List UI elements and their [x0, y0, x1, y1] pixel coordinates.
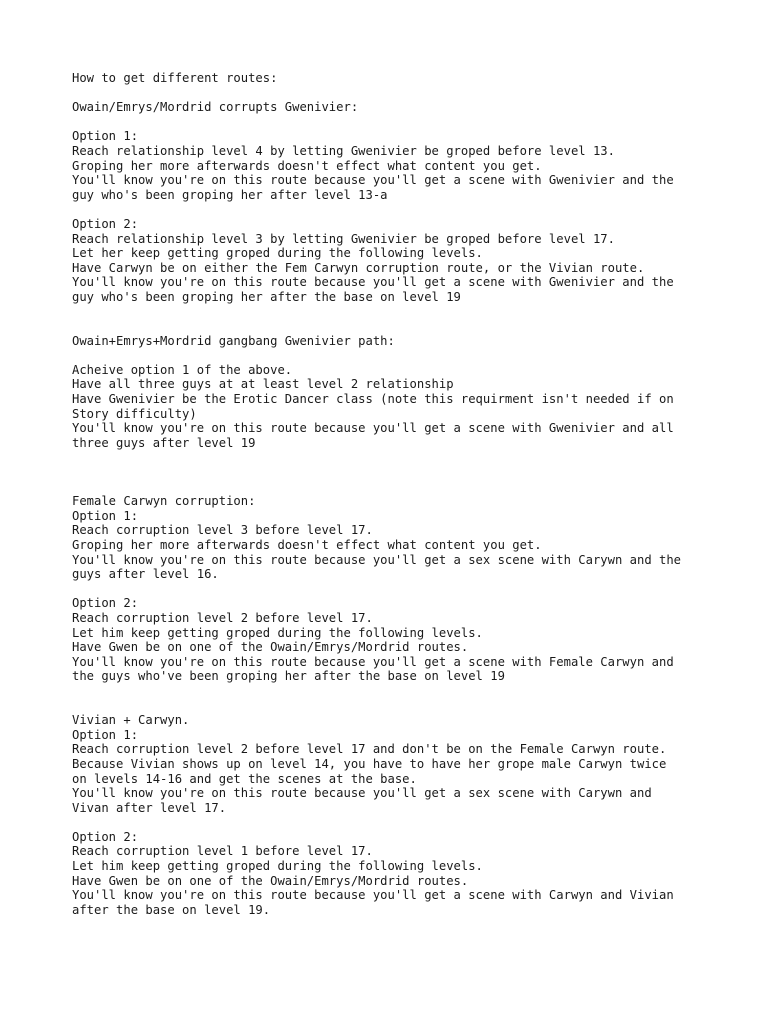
text-line: Let him keep getting groped during the following levels.	[72, 859, 483, 874]
text-line: You'll know you're on this route because you'll get a sex scene with Carywn and the	[72, 552, 682, 567]
text-line: Reach corruption level 2 before level 17 and don't be on the Female Carwyn route.	[72, 742, 667, 757]
text-line: Have Gwen be on one of the Owain/Emrys/Mordrid routes.	[72, 640, 469, 655]
text-line: Because Vivian shows up on level 14, you have to have her grope male Carwyn twice	[72, 756, 667, 771]
text-line: You'll know you're on this route because you'll get a scene with Female Carwyn and	[72, 654, 674, 669]
blank-line	[72, 582, 752, 597]
text-line: Option 2:	[72, 596, 139, 611]
text-line: guy who's been groping her after level 13-a	[72, 187, 388, 202]
blank-line	[72, 348, 752, 363]
blank-line	[72, 115, 752, 130]
text-line: on levels 14-16 and get the scenes at the base.	[72, 771, 417, 786]
text-line: Option 2:	[72, 216, 139, 231]
text-line: Option 1:	[72, 508, 139, 523]
text-line: Groping her more afterwards doesn't effect what content you get.	[72, 158, 542, 173]
text-line: Vivian + Carwyn.	[72, 713, 190, 728]
text-line: Acheive option 1 of the above.	[72, 362, 293, 377]
text-line: You'll know you're on this route because you'll get a sex scene with Carywn and	[72, 786, 652, 801]
text-line: Have Gwenivier be the Erotic Dancer class (note this requirment isn't needed if on	[72, 392, 674, 407]
text-line: You'll know you're on this route because you'll get a scene with Gwenivier and the	[72, 173, 674, 188]
text-line: Option 1:	[72, 129, 139, 144]
text-line: Let him keep getting groped during the following levels.	[72, 625, 483, 640]
text-line: guys after level 16.	[72, 567, 219, 582]
document-page	[72, 71, 752, 917]
text-line: Female Carwyn corruption:	[72, 494, 256, 509]
text-line: Option 2:	[72, 829, 139, 844]
blank-line	[72, 450, 752, 465]
text-line: Have all three guys at at least level 2 relationship	[72, 377, 454, 392]
blank-line	[72, 699, 752, 714]
text-line: Let her keep getting groped during the following levels.	[72, 246, 483, 261]
text-line: Have Carwyn be on either the Fem Carwyn corruption route, or the Vivian route.	[72, 260, 645, 275]
blank-line	[72, 319, 752, 334]
text-line: You'll know you're on this route because you'll get a scene with Gwenivier and the	[72, 275, 674, 290]
text-line: after the base on level 19.	[72, 902, 271, 917]
text-line: Have Gwen be on one of the Owain/Emrys/Mordrid routes.	[72, 873, 469, 888]
text-line: Owain+Emrys+Mordrid gangbang Gwenivier path:	[72, 333, 395, 348]
blank-line	[72, 86, 752, 101]
text-line: Option 1:	[72, 727, 139, 742]
text-line: Reach corruption level 1 before level 17.	[72, 844, 373, 859]
blank-line	[72, 305, 752, 320]
text-line: You'll know you're on this route because you'll get a scene with Carwyn and Vivian	[72, 888, 674, 903]
text-line: You'll know you're on this route because you'll get a scene with Gwenivier and all	[72, 421, 674, 436]
text-line: guy who's been groping her after the base on level 19	[72, 289, 461, 304]
text-line: Story difficulty)	[72, 406, 197, 421]
text-line: How to get different routes:	[72, 71, 278, 85]
blank-line	[72, 815, 752, 830]
text-line: the guys who've been groping her after the base on level 19	[72, 669, 505, 684]
text-line: Reach corruption level 3 before level 17.	[72, 523, 373, 538]
blank-line	[72, 465, 752, 480]
blank-line	[72, 202, 752, 217]
text-line: Groping her more afterwards doesn't effect what content you get.	[72, 538, 542, 552]
blank-line	[72, 480, 752, 495]
text-line: Reach relationship level 3 by letting Gwenivier be groped before level 17.	[72, 231, 615, 246]
text-line: Reach relationship level 4 by letting Gwenivier be groped before level 13.	[72, 143, 615, 158]
text-line: three guys after level 19	[72, 435, 256, 450]
text-line: Owain/Emrys/Mordrid corrupts Gwenivier:	[72, 100, 359, 115]
text-line: Reach corruption level 2 before level 17.	[72, 610, 373, 625]
blank-line	[72, 684, 752, 699]
text-line: Vivan after level 17.	[72, 800, 227, 815]
